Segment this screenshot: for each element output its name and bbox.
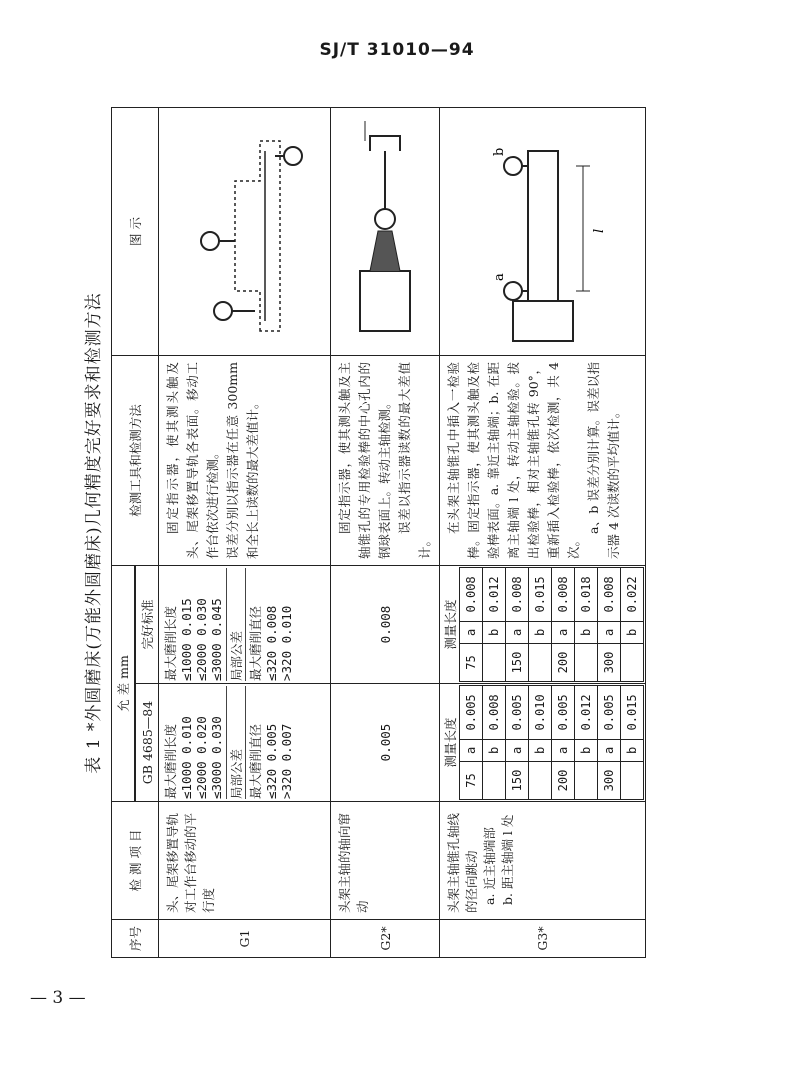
method-text: a、b 误差分别计算。误差以指示器 4 次读数的平均值计。 <box>586 362 621 559</box>
measure-cell <box>621 644 644 682</box>
method-text: 误差分别以指示器在任意 300mm 和全长上读数的最大差值计。 <box>225 362 260 559</box>
measure-cell: 200 <box>552 644 575 682</box>
measure-cell <box>621 762 644 800</box>
measure-cell <box>529 644 552 682</box>
measure-cell: a <box>598 621 621 643</box>
measure-cell: 75 <box>460 644 483 682</box>
gb-local-title: 局部公差 <box>227 686 246 799</box>
measure-cell: 75 <box>460 762 483 800</box>
col-method-header: 检测工具和检测方法 <box>112 356 159 566</box>
gb-tolerance-cell <box>159 684 331 802</box>
gb-value: ≤3000 0.030 <box>209 686 227 799</box>
measure-cell: 300 <box>598 644 621 682</box>
table-row <box>159 108 331 958</box>
measure-cell: b <box>483 621 506 643</box>
measure-cell: 0.005 <box>598 686 621 740</box>
measure-cell: a <box>552 621 575 643</box>
gb-value: ≤1000 0.010 <box>179 716 194 799</box>
measure-cell: 150 <box>506 644 529 682</box>
good-measure-table <box>459 567 644 682</box>
measure-cell: b <box>621 621 644 643</box>
figure-g2 <box>331 108 440 356</box>
good-tolerance-cell <box>159 566 331 684</box>
row-seq: G2* <box>331 920 440 958</box>
row-seq: G3* <box>440 920 646 958</box>
good-value: ≤3000 0.045 <box>209 568 227 681</box>
figure-g1 <box>159 108 331 356</box>
method-text: 固定指示器，使其测头触及主轴锥孔的专用检验棒的中心孔内的钢球表面上。转动主轴检测。 <box>337 362 392 559</box>
mark-a: a <box>491 273 507 282</box>
measure-cell: a <box>506 739 529 761</box>
subitem: a. 近主轴端部 <box>482 827 497 905</box>
table-caption: 表 1 *外圆磨床(万能外圆磨床)几何精度完好要求和检测方法 <box>84 292 104 774</box>
method-text: 固定指示器，使其测头触及头、尾架移置导轨各表面。移动工作台依次进行检测。 <box>165 362 220 559</box>
row-item <box>440 802 646 920</box>
measure-cell <box>575 644 598 682</box>
measure-cell: 200 <box>552 762 575 800</box>
good-local-head: 最大磨削直径 <box>248 605 263 681</box>
measure-cell: b <box>529 739 552 761</box>
measure-cell: 0.022 <box>621 568 644 622</box>
mark-b: b <box>491 148 507 157</box>
row-item: 头、尾架移置导轨对工作台移动的平行度 <box>159 802 331 920</box>
measure-cell: a <box>460 739 483 761</box>
measure-cell <box>483 644 506 682</box>
page-number: — 3 — <box>30 988 86 1008</box>
measure-cell <box>575 762 598 800</box>
measure-cell: 300 <box>598 762 621 800</box>
table-row <box>440 108 646 958</box>
method-text: 在头架主轴锥孔中插入一检验棒。固定指示器，使其测头触及检验棒表面。a. 靠近主轴端；b. 在距离主轴端 l 处，转动主轴检验。拔出检验棒，相对主轴锥孔转 90°，重新插入检验棒，依次检测，共 4 次。 <box>446 362 581 559</box>
rotated-table-page <box>79 108 639 958</box>
measure-cell: 0.015 <box>529 568 552 622</box>
gb-measure-table <box>459 685 644 800</box>
measure-cell: b <box>529 621 552 643</box>
measure-cell: 0.008 <box>483 686 506 740</box>
gb-tolerance-cell: 0.005 <box>331 684 440 802</box>
item-title: 头架主轴锥孔轴线的径向跳动 <box>446 812 479 913</box>
col-tolerance-header: 允 差 mm <box>112 566 135 802</box>
measure-cell: 0.008 <box>552 568 575 622</box>
gb-head: 最大磨削长度 <box>163 723 178 799</box>
col-item-header: 检 测 项 目 <box>112 802 159 920</box>
measure-cell: 0.008 <box>506 568 529 622</box>
measure-cell: a <box>460 621 483 643</box>
col-seq-header: 序号 <box>112 920 159 958</box>
measure-cell: b <box>575 739 598 761</box>
gb-tolerance-cell <box>440 684 646 802</box>
measure-cell <box>483 762 506 800</box>
measure-cell: a <box>598 739 621 761</box>
measure-head: 测量长度 <box>443 599 458 650</box>
good-local-title: 局部公差 <box>227 568 246 681</box>
row-method <box>159 356 331 566</box>
measure-cell: 0.005 <box>506 686 529 740</box>
measure-cell: 0.005 <box>552 686 575 740</box>
measure-cell: 0.015 <box>621 686 644 740</box>
good-local-value: ≤320 0.008 <box>264 605 279 681</box>
good-local-value: >320 0.010 <box>279 605 294 681</box>
measure-cell: a <box>506 621 529 643</box>
precision-table <box>111 107 646 958</box>
row-method <box>331 356 440 566</box>
row-method <box>440 356 646 566</box>
gb-local-head: 最大磨削直径 <box>248 723 263 799</box>
measure-head: 测量长度 <box>443 717 458 768</box>
measure-cell: 0.008 <box>598 568 621 622</box>
spindle-axial-illustration <box>350 112 420 352</box>
col-figure-header: 图 示 <box>112 108 159 356</box>
standard-code: SJ/T 31010—94 <box>319 40 475 60</box>
measure-cell: 0.008 <box>460 568 483 622</box>
measure-cell: b <box>621 739 644 761</box>
measure-cell: 0.005 <box>460 686 483 740</box>
row-item: 头架主轴的轴向窜动 <box>331 802 440 920</box>
subitem: b. 距主轴端 l 处 <box>500 814 515 905</box>
measure-cell: a <box>552 739 575 761</box>
gb-local-value: ≤320 0.005 <box>264 723 279 799</box>
rail-indicator-illustration <box>165 112 325 352</box>
measure-cell: b <box>575 621 598 643</box>
good-tolerance-cell: 0.008 <box>331 566 440 684</box>
gb-local-value: >320 0.007 <box>279 723 294 799</box>
col-gb-header: GB 4685—84 <box>136 684 159 802</box>
gb-value: ≤2000 0.020 <box>194 716 209 799</box>
method-text: 误差以指示器读数的最大差值计。 <box>397 362 432 559</box>
spindle-runout-illustration <box>458 112 628 352</box>
measure-cell: 150 <box>506 762 529 800</box>
col-good-header: 完好标准 <box>136 566 159 684</box>
table-row <box>331 108 440 958</box>
row-seq: G1 <box>159 920 331 958</box>
measure-cell: 0.012 <box>483 568 506 622</box>
measure-cell: b <box>483 739 506 761</box>
measure-cell: 0.010 <box>529 686 552 740</box>
good-value: ≤1000 0.015 <box>179 598 194 681</box>
mark-l: l <box>591 229 607 234</box>
measure-cell: 0.012 <box>575 686 598 740</box>
figure-g3 <box>440 108 646 356</box>
good-head: 最大磨削长度 <box>163 605 178 681</box>
good-tolerance-cell <box>440 566 646 684</box>
good-value: ≤2000 0.030 <box>194 598 209 681</box>
measure-cell: 0.018 <box>575 568 598 622</box>
measure-cell <box>529 762 552 800</box>
